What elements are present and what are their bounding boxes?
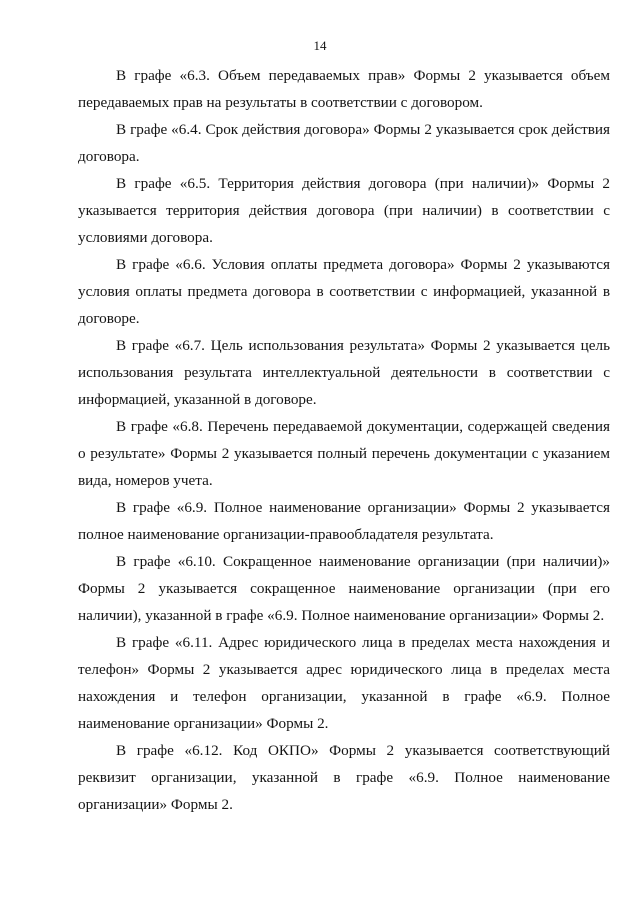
paragraph-6-12: В графе «6.12. Код ОКПО» Формы 2 указывается соответствующий реквизит организации, указанной в графе «6.9. Полное наименование организации» Формы 2. xyxy=(78,742,610,813)
page-number: 14 xyxy=(313,38,327,53)
paragraph-6-6: В графе «6.6. Условия оплаты предмета договора» Формы 2 указываются условия оплаты предмета договора в соответствии с информацией, указанной в договоре. xyxy=(78,256,610,327)
paragraph-6-7: В графе «6.7. Цель использования результата» Формы 2 указывается цель использования результата интеллектуальной деятельности в соответствии с информацией, указанной в договоре. xyxy=(78,337,610,408)
paragraph-6-9: В графе «6.9. Полное наименование организации» Формы 2 указывается полное наименование организации-правообладателя результата. xyxy=(78,499,610,543)
paragraph-6-4: В графе «6.4. Срок действия договора» Формы 2 указывается срок действия договора. xyxy=(78,121,610,165)
paragraph-6-10: В графе «6.10. Сокращенное наименование организации (при наличии)» Формы 2 указывается сокращенное наименование организации (при его наличии), указанной в графе «6.9. Полное наименование организации» Формы 2. xyxy=(78,553,610,624)
paragraph-6-11: В графе «6.11. Адрес юридического лица в пределах места нахождения и телефон» Формы 2 указывается адрес юридического лица в пределах места нахождения и телефон организации, указанной в графе «6.9. Полное наименование организации» Формы 2. xyxy=(78,634,610,732)
paragraph-6-3: В графе «6.3. Объем передаваемых прав» Формы 2 указывается объем передаваемых прав на результаты в соответствии с договором. xyxy=(78,67,610,111)
paragraph-6-8: В графе «6.8. Перечень передаваемой документации, содержащей сведения о результате» Формы 2 указывается полный перечень документации с указанием вида, номеров учета. xyxy=(78,418,610,489)
paragraph-6-5: В графе «6.5. Территория действия договора (при наличии)» Формы 2 указывается территория действия договора (при наличии) в соответствии с условиями договора. xyxy=(78,175,610,246)
body-text xyxy=(78,62,610,818)
